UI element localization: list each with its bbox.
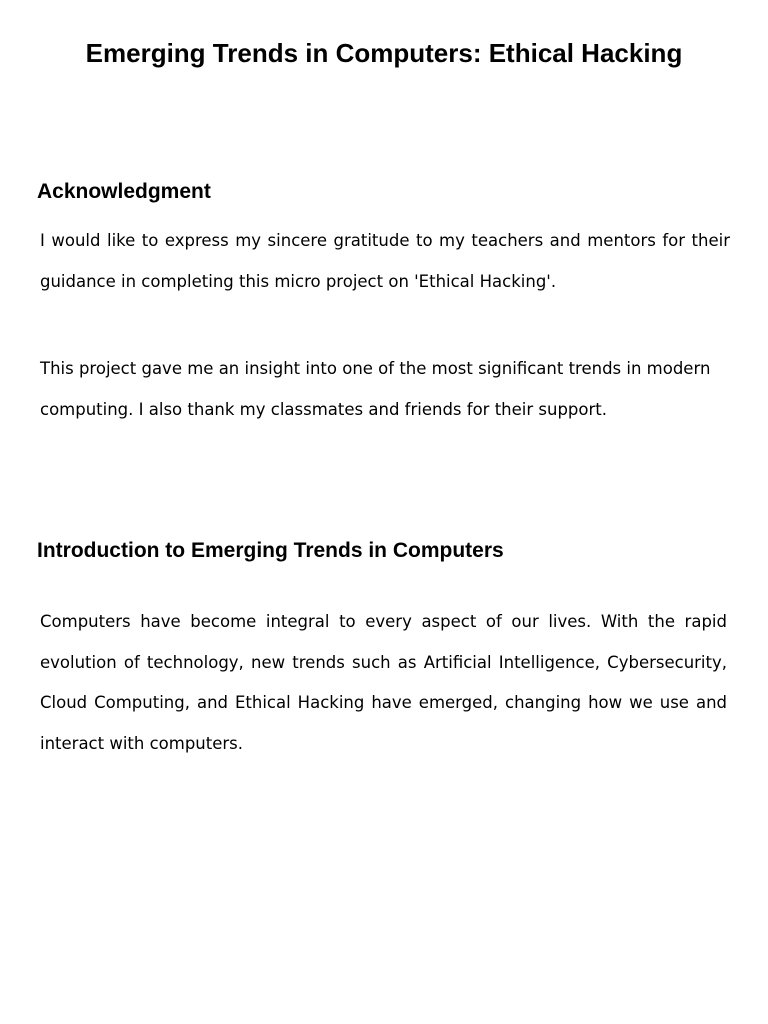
acknowledgment-paragraph-2: This project gave me an insight into one of the most significant trends in modern computing. I also thank my classmates and friends for their support.: [40, 359, 711, 419]
page-title: Emerging Trends in Computers: Ethical Hacking: [85, 38, 683, 68]
introduction-paragraph-1: Computers have become integral to every aspect of our lives. With the rapid evolution of technology, new trends such as Artificial Intelligence, Cybersecurity, Cloud Computing, and Ethical Hacking have emerged, changing how we use and interact with computers.: [40, 612, 727, 753]
acknowledgment-paragraph-1: I would like to express my sincere gratitude to my teachers and mentors for their guidance in completing this micro project on 'Ethical Hacking'.: [40, 231, 730, 291]
section-heading-acknowledgment: Acknowledgment: [37, 180, 211, 203]
section-heading-introduction: Introduction to Emerging Trends in Computers: [37, 539, 504, 562]
